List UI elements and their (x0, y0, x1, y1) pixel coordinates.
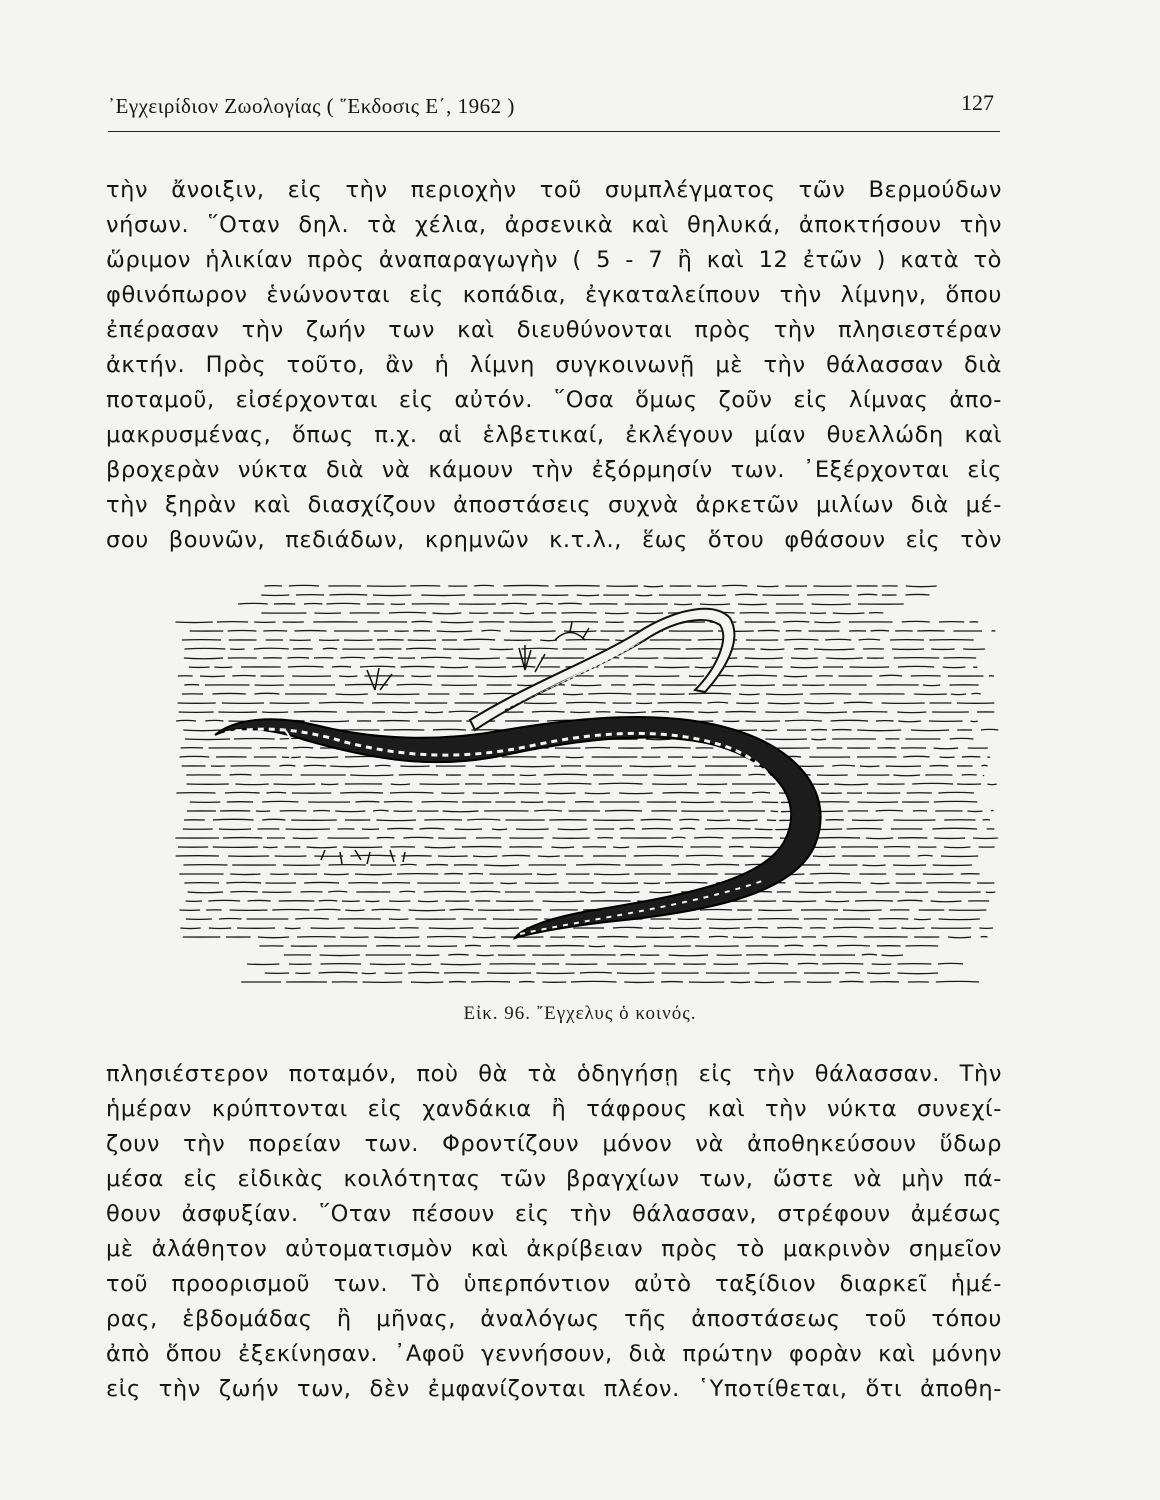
text-line: ἀπὸ ὅπου ἐξεκίνησαν. ᾿Αφοῦ γεννήσουν, διὰ πρώτην φορὰν καὶ μόνην (106, 1341, 1002, 1367)
bottom-paragraph (106, 1057, 1002, 1407)
text-line: ποταμοῦ, εἰσέρχονται εἰς αὐτόν. ῞Οσα ὅμως ζοῦν εἰς λίμνας ἀπο- (106, 387, 1002, 413)
text-line: μὲ ἀλάθητον αὐτοματισμὸν καὶ ἀκρίβειαν πρὸς τὸ μακρινὸν σημεῖον (106, 1236, 1002, 1262)
text-line: εἰς τὴν ζωήν των, δὲν ἐμφανίζονται πλέον. ῾Υποτίθεται, ὅτι ἀποθη- (106, 1376, 1002, 1402)
text-line: θουν ἀσφυξίαν. ῞Οταν πέσουν εἰς τὴν θάλασσαν, στρέφουν ἀμέσως (106, 1201, 1002, 1227)
figure-caption: Εἰκ. 96. ῎Εγχελυς ὁ κοινός. (463, 1003, 697, 1024)
text-line: βροχερὰν νύκτα διὰ νὰ κάμουν τὴν ἐξόρμησίν των. ᾿Εξέρχονται εἰς (106, 457, 1002, 483)
text-line: ἀκτήν. Πρὸς τοῦτο, ἂν ἡ λίμνη συγκοινωνῇ μὲ τὴν θάλασσαν διὰ (106, 352, 1002, 378)
text-line: τοῦ προορισμοῦ των. Τὸ ὑπερπόντιον αὐτὸ ταξίδιον διαρκεῖ ἡμέ- (106, 1271, 1002, 1297)
text-line: ζουν τὴν πορείαν των. Φροντίζουν μόνον νὰ ἀποθηκεύσουν ὕδωρ (106, 1131, 1002, 1157)
text-line: πλησιέστερον ποταμόν, ποὺ θὰ τὰ ὁδηγήσῃ εἰς τὴν θάλασσαν. Τὴν (106, 1061, 1002, 1087)
text-line: ἡμέραν κρύπτονται εἰς χανδάκια ἢ τάφρους καὶ τὴν νύκτα συνεχί- (106, 1096, 1002, 1122)
text-line: μέσα εἰς εἰδικὰς κοιλότητας τῶν βραγχίων των, ὥστε νὰ μὴν πά- (106, 1166, 1002, 1192)
text-line: ὥριμον ἡλικίαν πρὸς ἀναπαραγωγὴν ( 5 - 7 ἢ καὶ 12 ἐτῶν ) κατὰ τὸ (106, 247, 1002, 273)
text-line: ρας, ἑβδομάδας ἢ μῆνας, ἀναλόγως τῆς ἀποστάσεως τοῦ τόπου (106, 1306, 1002, 1332)
top-paragraph (106, 173, 1002, 558)
text-line: τὴν ξηρὰν καὶ διασχίζουν ἀποστάσεις συχνὰ ἀρκετῶν μιλίων διὰ μέ- (106, 492, 1002, 518)
text-line: νήσων. ῞Οταν δηλ. τὰ χέλια, ἀρσενικὰ καὶ θηλυκά, ἀποκτήσουν τὴν (106, 212, 1002, 238)
text-line: φθινόπωρον ἑνώνονται εἰς κοπάδια, ἐγκαταλείπουν τὴν λίμνην, ὅπου (106, 282, 1002, 308)
page-number: 127 (961, 90, 994, 115)
main-eel (215, 717, 821, 938)
text-line: τὴν ἄνοιξιν, εἰς τὴν περιοχὴν τοῦ συμπλέγματος τῶν Βερμούδων (106, 177, 1002, 203)
text-line: σου βουνῶν, πεδιάδων, κρημνῶν κ.τ.λ., ἕως ὅτου φθάσουν εἰς τὸν (106, 527, 1002, 553)
eel-illustration (175, 580, 1005, 990)
header-rule (108, 131, 1000, 132)
running-header (108, 90, 998, 130)
text-line: μακρυσμένας, ὅπως π.χ. αἱ ἑλβετικαί, ἐκλέγουν μίαν θυελλώδη καὶ (106, 422, 1002, 448)
text-line: ἐπέρασαν τὴν ζωήν των καὶ διευθύνονται πρὸς τὴν πλησιεστέραν (106, 317, 1002, 343)
book-title: ᾿Εγχειρίδιον Ζωολογίας ( ῞Εκδοσις Ε΄, 1962 ) (108, 94, 515, 118)
